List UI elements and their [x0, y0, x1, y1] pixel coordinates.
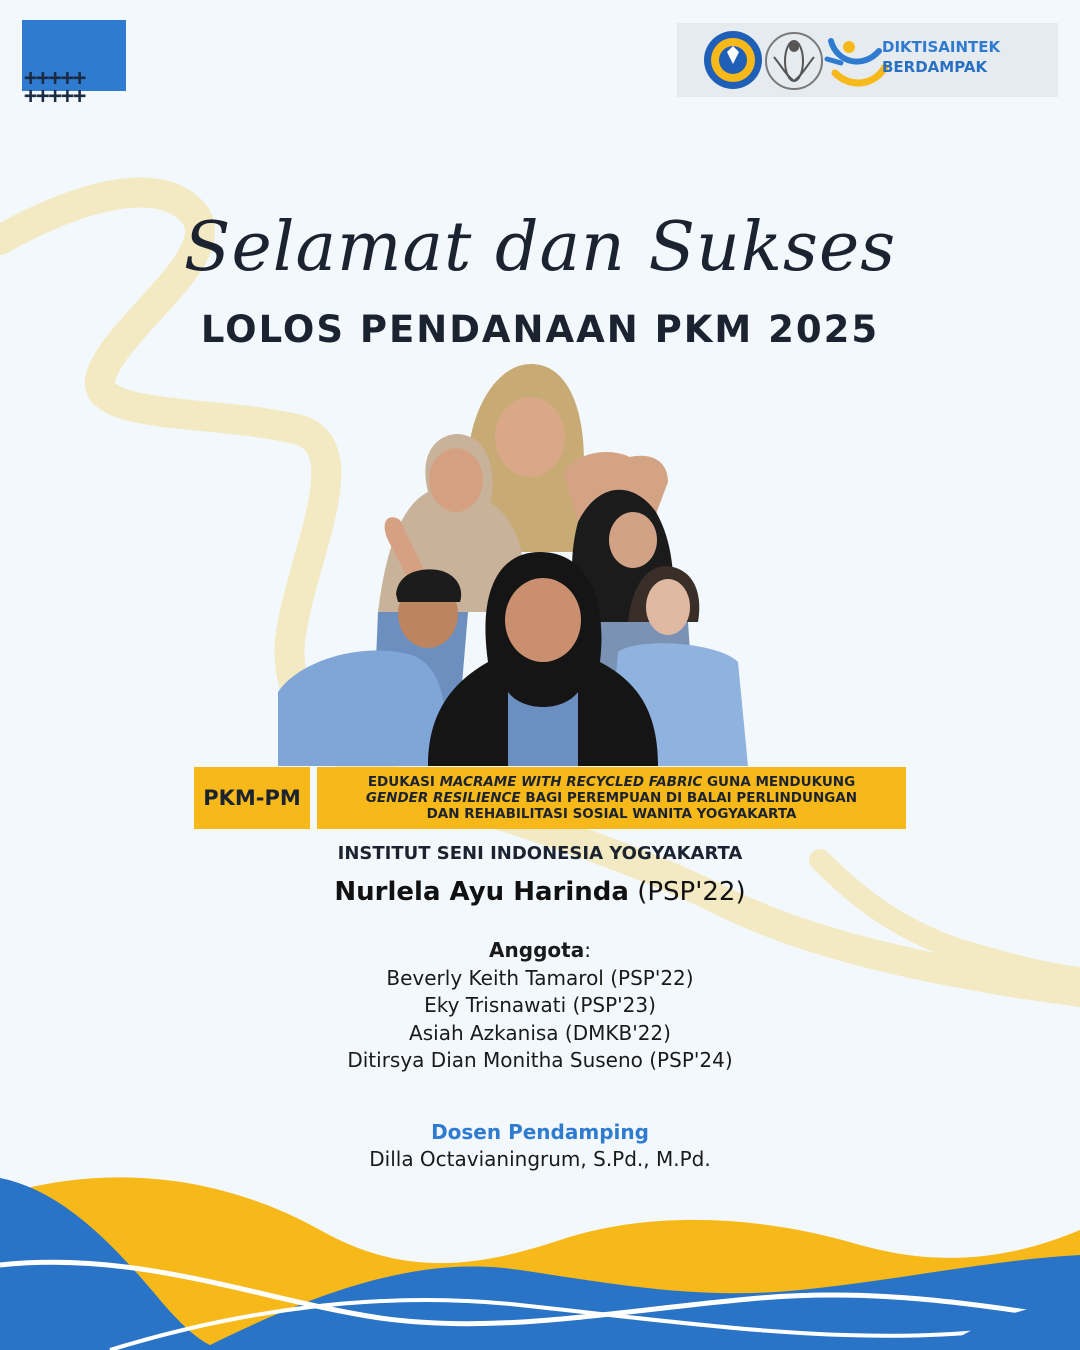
institution-name: INSTITUT SENI INDONESIA YOGYAKARTA	[337, 843, 743, 864]
script-title: Selamat dan Sukses	[183, 208, 897, 287]
members-heading	[0, 937, 1080, 965]
title-text: BAGI PEREMPUAN DI BALAI PERLINDUNGAN	[520, 790, 858, 806]
plus-row: +++++	[24, 84, 86, 109]
plus-pattern	[24, 66, 86, 109]
title-text: GUNA MENDUKUNG	[702, 774, 856, 790]
program-title-line-3: DAN REHABILITASI SOSIAL WANITA YOGYAKARTA	[426, 806, 797, 822]
program-title-line-1	[368, 774, 855, 790]
team-leader	[0, 877, 1080, 907]
member-item: Asiah Azkanisa (DMKB'22)	[409, 1020, 671, 1045]
title-italic-text: GENDER RESILIENCE	[365, 790, 521, 806]
plus-row: +++++	[24, 66, 86, 91]
member-item: Beverly Keith Tamarol (PSP'22)	[386, 965, 694, 990]
members-label-suffix: :	[584, 938, 591, 962]
member-item: Eky Trisnawati (PSP'23)	[424, 993, 656, 1017]
diktisaintek-wordmark	[882, 37, 1000, 77]
diktisaintek-logo	[827, 41, 885, 83]
members-block	[0, 937, 1080, 1075]
wordmark-line-2: BERDAMPAK	[882, 58, 988, 76]
kemdikbud-logo	[704, 31, 762, 89]
headline: LOLOS PENDANAAN PKM 2025	[200, 308, 880, 351]
program-title-line-2	[366, 790, 857, 806]
program-title	[317, 767, 906, 829]
leader-cohort: (PSP'22)	[637, 877, 746, 907]
members-label: Anggota	[489, 938, 585, 962]
title-text: EDUKASI	[367, 774, 440, 790]
team-photo	[278, 362, 748, 766]
scheme-badge: PKM-PM	[194, 767, 310, 829]
member-item: Ditirsya Dian Monitha Suseno (PSP'24)	[347, 1048, 733, 1072]
logo-emblems	[677, 23, 1058, 97]
advisor-name: Dilla Octavianingrum, S.Pd., M.Pd.	[369, 1147, 711, 1171]
campus-logo	[766, 33, 822, 89]
logo-bar	[677, 23, 1058, 97]
leader-name: Nurlela Ayu Harinda	[334, 877, 629, 907]
advisor-label: Dosen Pendamping	[431, 1120, 649, 1144]
title-italic-text: MACRAME WITH RECYCLED FABRIC	[439, 774, 703, 790]
wordmark-line-1: DIKTISAINTEK	[882, 38, 1001, 56]
